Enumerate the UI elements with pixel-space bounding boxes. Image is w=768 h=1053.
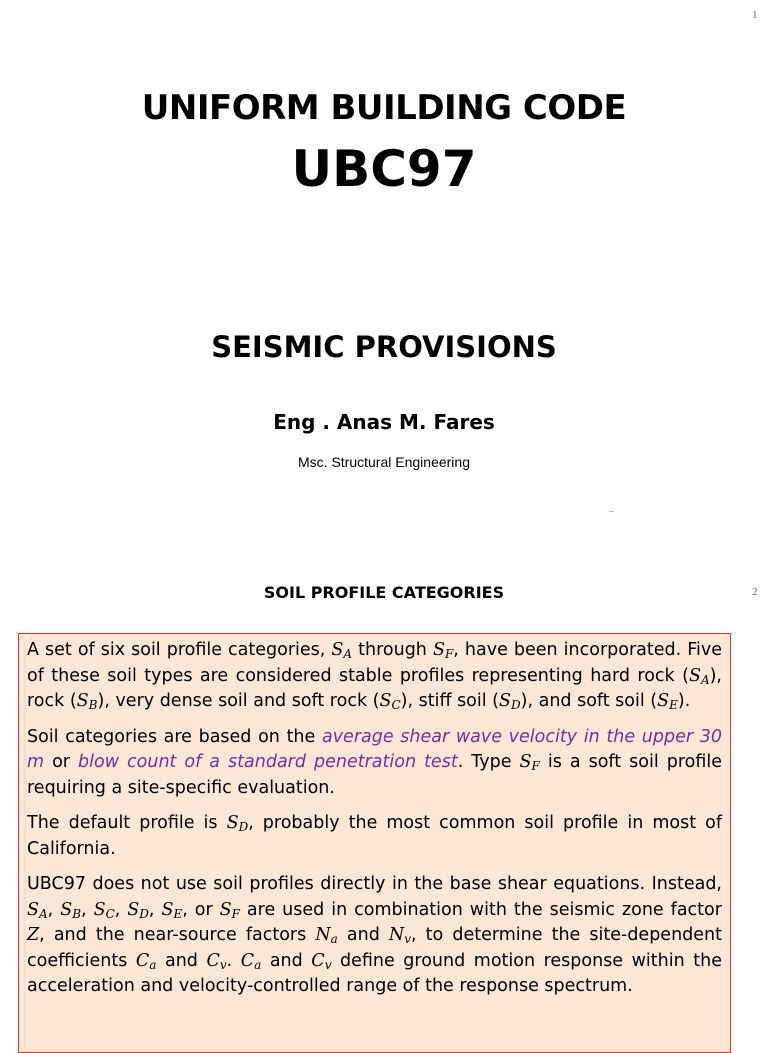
author-name: Eng . Anas M. Fares xyxy=(273,410,495,434)
page-number-1: 1 xyxy=(752,9,758,21)
subscript: F xyxy=(231,906,240,921)
paragraph-2 xyxy=(27,725,722,802)
symbol: S xyxy=(161,899,174,920)
subscript: F xyxy=(531,759,540,773)
text: ), very dense soil and soft rock ( xyxy=(97,691,380,711)
text: A set of six soil profile categories, xyxy=(27,640,332,660)
text: . Type xyxy=(457,752,520,772)
text: is a soft soil profile requiring a site-specific evaluation. xyxy=(27,752,723,798)
title-line-1: UNIFORM BUILDING CODE xyxy=(141,88,627,128)
text: Soil categories are based on the xyxy=(27,726,322,747)
text: The default profile is xyxy=(27,813,227,833)
symbol: S xyxy=(657,691,670,711)
highlight-text: blow count of a standard penetration test xyxy=(78,752,458,772)
subscript: B xyxy=(88,698,98,712)
subscript: v xyxy=(219,957,227,972)
text: through xyxy=(352,640,433,660)
paragraph-4 xyxy=(27,872,722,1000)
text: and xyxy=(156,950,207,971)
subtitle: SEISMIC PROVISIONS xyxy=(211,330,557,364)
text: ), and soft soil ( xyxy=(520,691,658,711)
symbol: S xyxy=(60,899,73,920)
symbol: S xyxy=(432,640,445,660)
subscript: D xyxy=(511,698,521,712)
text: , have been incorporated. Five of these soil types are considered stable profiles representing hard rock ( xyxy=(27,640,723,686)
symbol: S xyxy=(519,752,532,772)
symbol: C xyxy=(206,950,220,971)
symbol: C xyxy=(135,950,150,971)
text: define ground motion response within the acceleration and velocity-controlled range of the response spectrum. xyxy=(27,950,722,996)
subscript: v xyxy=(404,932,412,946)
text: UBC97 does not use soil profiles directly in the base shear equations. Instead, xyxy=(27,874,722,894)
subscript: B xyxy=(72,906,82,921)
subscript: a xyxy=(330,932,338,946)
subscript: A xyxy=(343,647,353,661)
page-number-2: 2 xyxy=(752,586,758,598)
symbol: S xyxy=(76,691,89,711)
text: , xyxy=(47,899,61,920)
text: , xyxy=(148,899,162,920)
title-line-2: UBC97 xyxy=(291,140,477,198)
symbol: C xyxy=(311,950,325,971)
text: , and the near-source factors xyxy=(39,925,316,945)
subscript: D xyxy=(238,820,249,834)
text: , to determine the site-dependent coefficients xyxy=(27,925,722,971)
subscript: D xyxy=(139,906,149,921)
symbol: S xyxy=(127,899,140,920)
text: , xyxy=(81,899,94,920)
symbol: N xyxy=(315,925,331,945)
text-box xyxy=(18,633,731,1053)
section-title: SOIL PROFILE CATEGORIES xyxy=(263,583,505,602)
symbol: S xyxy=(688,665,701,686)
text: and xyxy=(337,925,389,945)
text: , or xyxy=(182,899,220,920)
text: , probably the most common soil profile in most of California. xyxy=(27,813,722,859)
symbol: Z xyxy=(27,925,40,945)
symbol: C xyxy=(240,950,255,971)
subscript: A xyxy=(39,906,48,921)
symbol: S xyxy=(331,640,344,660)
highlight-text: average shear wave velocity in the upper 30 m xyxy=(27,726,722,772)
symbol: S xyxy=(379,691,392,711)
symbol: S xyxy=(226,813,239,833)
subscript: a xyxy=(254,957,262,972)
text: , xyxy=(114,899,128,920)
subscript: C xyxy=(391,698,401,712)
subscript: A xyxy=(700,672,710,687)
author-degree: Msc. Structural Engineering xyxy=(298,454,470,470)
subscript: v xyxy=(324,957,332,972)
subscript: F xyxy=(444,647,454,661)
symbol: S xyxy=(499,691,512,711)
text: or xyxy=(44,752,79,772)
slide-divider xyxy=(609,511,614,512)
subscript: a xyxy=(149,957,157,972)
text: ), rock ( xyxy=(27,665,722,711)
symbol: S xyxy=(219,899,232,920)
subscript: C xyxy=(105,906,115,921)
symbol: S xyxy=(93,899,106,920)
text: . xyxy=(226,950,241,971)
subscript: E xyxy=(669,698,678,712)
paragraph-1 xyxy=(27,638,722,715)
text: are used in combination with the seismic zone factor xyxy=(239,899,722,920)
symbol: N xyxy=(388,925,405,945)
paragraph-3 xyxy=(27,811,722,862)
text: ), stiff soil ( xyxy=(400,691,500,711)
text: ). xyxy=(677,691,691,711)
symbol: S xyxy=(27,899,39,920)
text: and xyxy=(261,950,312,971)
subscript: E xyxy=(173,906,183,921)
